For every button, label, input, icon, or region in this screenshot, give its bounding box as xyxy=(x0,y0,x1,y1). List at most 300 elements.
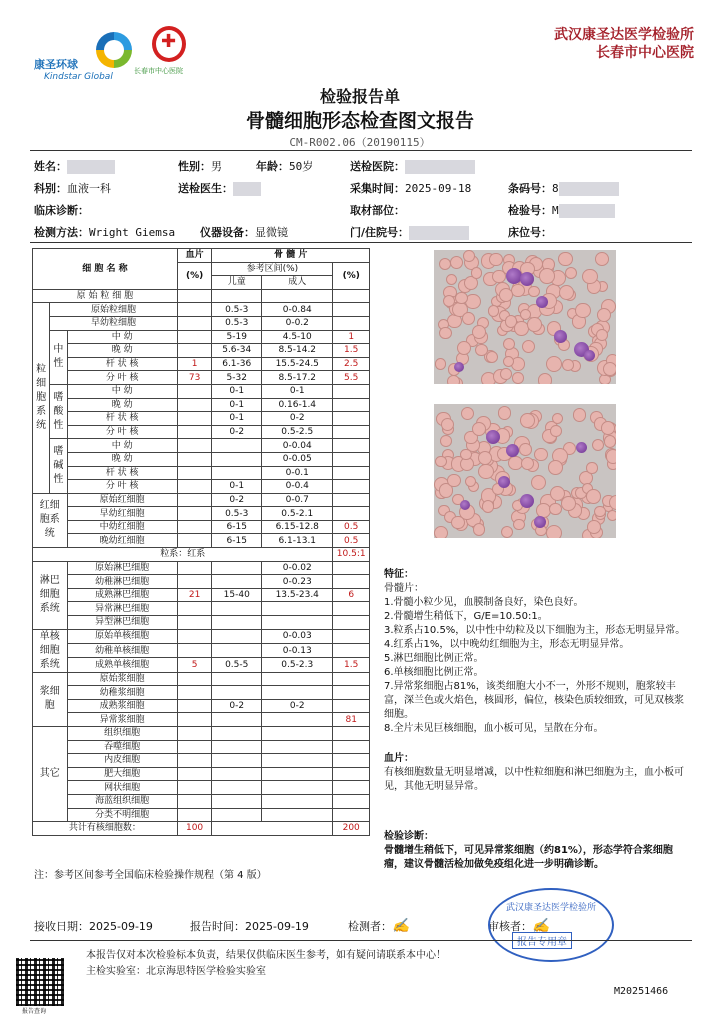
cell-name: 成熟淋巴细胞 xyxy=(67,588,177,602)
qr-code[interactable] xyxy=(16,958,64,1006)
blood-pct-cell: 5 xyxy=(177,658,212,672)
marrow-pct-cell xyxy=(333,452,370,466)
cell-name: 幼稚淋巴细胞 xyxy=(67,575,177,589)
rbc-cell xyxy=(562,359,574,371)
marrow-pct-cell xyxy=(333,480,370,494)
rbc-cell xyxy=(573,408,587,422)
features-panel xyxy=(384,568,690,872)
rbc-cell xyxy=(561,496,576,511)
hospital-logo-text: 长春市中心医院 xyxy=(134,67,183,75)
blood-pct-cell xyxy=(177,480,212,494)
rbc-cell xyxy=(522,340,535,353)
ref-adult-cell xyxy=(262,767,333,781)
ref-child-cell xyxy=(212,686,262,700)
plasma-cell xyxy=(534,516,546,528)
row-label-blast: 原 始 粒 细 胞 xyxy=(33,289,178,303)
ref-child-cell: 0-1 xyxy=(212,398,262,412)
rbc-cell xyxy=(592,439,604,451)
ref-child-cell: 0-1 xyxy=(212,384,262,398)
stamp-text: 武汉康圣达医学检验所 xyxy=(505,903,596,913)
rbc-cell xyxy=(582,269,597,284)
rbc-cell xyxy=(446,274,457,285)
group-other: 其它 xyxy=(33,727,68,822)
cell-name: 网状细胞 xyxy=(67,781,177,795)
marrow-line: 2.骨髓增生稍低下，G/E=10.50:1。 xyxy=(384,611,548,622)
ref-adult-cell: 0-1 xyxy=(262,384,333,398)
collect-field: 采集时间：2025-09-18 xyxy=(350,182,472,195)
disclaimer-text: 本报告仅对本次检验标本负责，结果仅供临床医生参考，如有疑问请联系本中心！ xyxy=(86,950,446,961)
ref-adult-cell: 6.15-12.8 xyxy=(262,520,333,534)
rbc-cell xyxy=(447,375,460,385)
rbc-cell xyxy=(586,489,601,504)
cell-name: 异型淋巴细胞 xyxy=(67,616,177,630)
ref-adult-cell: 0-0.05 xyxy=(262,452,333,466)
marrow-description xyxy=(384,596,690,736)
ref-adult-cell: 0-2 xyxy=(262,412,333,426)
marrow-pct-cell xyxy=(333,398,370,412)
marrow-pct-cell xyxy=(333,384,370,398)
blood-pct-cell xyxy=(177,727,212,741)
table-row xyxy=(33,740,370,754)
doctor-field: 送检医生： xyxy=(178,180,261,196)
rbc-cell xyxy=(482,500,494,512)
receive-date: 接收日期：2025-09-19 xyxy=(34,920,153,933)
blood-pct-cell xyxy=(177,602,212,616)
blood-pct-cell xyxy=(177,384,212,398)
ref-adult-cell: 0-0.2 xyxy=(262,316,333,330)
rbc-cell xyxy=(473,523,485,535)
cell-name: 成熟单核细胞 xyxy=(67,658,177,672)
rbc-cell xyxy=(559,285,574,300)
cell-name: 分 叶 核 xyxy=(67,425,177,439)
blood-pct-cell xyxy=(177,616,212,630)
marrow-pct-cell xyxy=(333,794,370,808)
rbc-cell xyxy=(550,425,562,437)
micrograph-image-1 xyxy=(434,250,616,384)
marrow-pct-cell xyxy=(333,303,370,317)
ref-child-cell: 6-15 xyxy=(212,520,262,534)
cell-name: 分 叶 核 xyxy=(67,371,177,385)
ratio-value: 10.5:1 xyxy=(333,548,370,562)
diagnosis-title: 检验诊断： xyxy=(384,831,434,842)
blood-pct-cell xyxy=(177,330,212,344)
blood-pct-cell xyxy=(177,561,212,575)
blood-pct-cell xyxy=(177,466,212,480)
marrow-pct-cell: 1 xyxy=(333,330,370,344)
group-plasma: 浆细胞 xyxy=(33,672,68,726)
blood-pct-cell xyxy=(177,781,212,795)
reference-note: 注：参考区间参考全国临床检验操作规程（第 4 版） xyxy=(34,870,267,881)
rbc-cell xyxy=(451,516,464,529)
col-header-name: 细 胞 名 称 xyxy=(33,249,178,290)
ref-child-cell: 0-1 xyxy=(212,412,262,426)
marrow-line: 6.单核细胞比例正常。 xyxy=(384,667,484,678)
rbc-cell xyxy=(575,303,591,319)
rbc-cell xyxy=(511,284,524,297)
subgroup-label: 嗜酸性 xyxy=(50,384,67,438)
report-subtitle: 骨髓细胞形态检查图文报告 xyxy=(245,110,474,132)
ref-adult-cell: 0-0.1 xyxy=(262,466,333,480)
table-row xyxy=(33,425,370,439)
plasma-cell xyxy=(584,350,595,361)
ref-adult-cell xyxy=(262,672,333,686)
ref-child-cell: 5.6-34 xyxy=(212,344,262,358)
ref-adult-cell: 0-0.02 xyxy=(262,561,333,575)
table-row xyxy=(33,507,370,521)
ref-adult-cell xyxy=(262,727,333,741)
marrow-pct-cell xyxy=(333,643,370,657)
table-row xyxy=(33,754,370,768)
rbc-cell xyxy=(472,422,486,436)
blood-pct-cell xyxy=(177,672,212,686)
marrow-pct-cell xyxy=(333,672,370,686)
ref-child-cell xyxy=(212,672,262,686)
tester-signature: ✍ xyxy=(392,918,410,934)
ref-child-cell xyxy=(212,466,262,480)
rbc-cell xyxy=(463,250,475,262)
ref-child-cell xyxy=(212,781,262,795)
rbc-cell xyxy=(596,329,608,341)
marrow-line: 8.全片未见巨核细胞，血小板可见，呈散在分布。 xyxy=(384,723,604,734)
rbc-cell xyxy=(439,327,452,340)
cell-name: 分 叶 核 xyxy=(67,480,177,494)
rbc-cell xyxy=(594,506,606,518)
marrow-pct-cell: 0.5 xyxy=(333,520,370,534)
table-row xyxy=(33,616,370,630)
rbc-cell xyxy=(607,510,616,522)
marrow-pct-cell xyxy=(333,466,370,480)
cell-name: 成熟浆细胞 xyxy=(67,699,177,713)
ref-child-cell: 6.1-36 xyxy=(212,357,262,371)
rbc-cell xyxy=(549,503,561,515)
ref-child-cell: 0.5-3 xyxy=(212,507,262,521)
blood-subtitle: 血片： xyxy=(384,753,414,764)
table-row xyxy=(33,493,370,507)
rbc-cell xyxy=(512,372,524,384)
diagnosis-text: 骨髓增生稍低下，可见异常浆细胞（约81%），形态学符合浆细胞瘤，建议骨髓活检加做免疫组化进一步明确诊断。 xyxy=(384,845,673,870)
ref-child-cell xyxy=(212,643,262,657)
device-field: 仪器设备：显微镜 xyxy=(200,226,288,239)
group-monocyte: 单核细胞系统 xyxy=(33,629,68,672)
blood-pct-cell: 73 xyxy=(177,371,212,385)
group-erythroid: 红细胞系统 xyxy=(33,493,68,547)
table-row xyxy=(33,713,370,727)
ref-adult-cell: 0-0.4 xyxy=(262,480,333,494)
cell-name: 早幼红细胞 xyxy=(67,507,177,521)
ref-adult-cell: 0-0.84 xyxy=(262,303,333,317)
table-row xyxy=(33,480,370,494)
lab-text: 主检实验室：北京海思特医学检验实验室 xyxy=(86,966,266,977)
ref-adult-cell: 4.5-10 xyxy=(262,330,333,344)
rbc-cell xyxy=(546,356,562,372)
table-row xyxy=(33,316,370,330)
marrow-subtitle: 骨髓片： xyxy=(384,583,424,594)
rbc-cell xyxy=(440,435,452,447)
kindstar-logo-icon xyxy=(96,32,132,68)
table-row xyxy=(33,344,370,358)
site-field: 取材部位： xyxy=(350,204,405,217)
table-row xyxy=(33,534,370,548)
ref-child-cell xyxy=(212,713,262,727)
blood-pct-cell xyxy=(177,643,212,657)
table-row xyxy=(33,643,370,657)
rbc-cell xyxy=(500,368,512,380)
ref-child-cell: 0.5-3 xyxy=(212,303,262,317)
ref-child-cell: 0-2 xyxy=(212,425,262,439)
plasma-cell xyxy=(520,494,534,508)
col-header-child: 儿童 xyxy=(212,276,262,290)
plasma-cell xyxy=(520,272,534,286)
logo-en-text: Kindstar Global xyxy=(44,72,113,82)
redacted-block xyxy=(559,204,615,218)
rbc-cell xyxy=(552,413,564,425)
blood-pct-cell: 1 xyxy=(177,357,212,371)
rbc-cell xyxy=(528,286,539,297)
ref-child-cell xyxy=(212,629,262,643)
blood-pct-cell xyxy=(177,520,212,534)
blood-pct-cell xyxy=(177,398,212,412)
total-blood: 100 xyxy=(177,822,212,836)
report-title: 检验报告单 xyxy=(319,87,400,106)
blood-pct-cell xyxy=(177,686,212,700)
ref-adult-cell xyxy=(262,808,333,822)
group-granulocyte: 粒细胞系统 xyxy=(33,303,50,493)
redacted-block xyxy=(405,160,475,174)
table-row xyxy=(33,303,370,317)
ref-child-cell: 5-32 xyxy=(212,371,262,385)
ref-adult-cell: 8.5-14.2 xyxy=(262,344,333,358)
blood-pct-cell xyxy=(177,808,212,822)
rbc-cell xyxy=(539,268,555,284)
marrow-pct-cell xyxy=(333,808,370,822)
table-row xyxy=(33,588,370,602)
plasma-cell xyxy=(554,330,567,343)
age-field: 年龄：50岁 xyxy=(256,160,314,173)
rbc-cell xyxy=(538,373,553,384)
check-no-field: 检验号：M xyxy=(508,202,615,218)
blood-pct-cell xyxy=(177,754,212,768)
ref-child-cell: 0-2 xyxy=(212,493,262,507)
rbc-cell xyxy=(439,258,452,271)
table-cell xyxy=(212,822,333,836)
report-date: 报告时间：2025-09-19 xyxy=(190,920,309,933)
features-title: 特征： xyxy=(384,569,414,580)
blood-pct-cell xyxy=(177,629,212,643)
blood-description: 有核细胞数量无明显增减，以中性粒细胞和淋巴细胞为主，血小板可见，其他无明显异常。 xyxy=(384,767,684,792)
rbc-cell xyxy=(447,474,460,487)
rbc-cell xyxy=(546,525,562,538)
rbc-cell xyxy=(604,435,616,447)
ref-adult-cell: 8.5-17.2 xyxy=(262,371,333,385)
blood-pct-cell xyxy=(177,316,212,330)
marrow-pct-cell: 1.5 xyxy=(333,344,370,358)
ref-child-cell xyxy=(212,794,262,808)
name-field: 姓名： xyxy=(34,158,115,174)
redacted-block xyxy=(559,182,619,196)
cell-name: 海蓝组织细胞 xyxy=(67,794,177,808)
blood-pct-cell xyxy=(177,794,212,808)
marrow-pct-cell: 0.5 xyxy=(333,534,370,548)
rbc-cell xyxy=(462,312,475,325)
form-code: CM-R002.06（20190115） xyxy=(289,136,431,149)
ref-child-cell: 15-40 xyxy=(212,588,262,602)
blood-pct-cell xyxy=(177,740,212,754)
ref-adult-cell xyxy=(262,781,333,795)
ref-adult-cell: 0-0.23 xyxy=(262,575,333,589)
footer-divider xyxy=(30,940,692,941)
ref-child-cell: 0-2 xyxy=(212,699,262,713)
dept-field: 科别：血液一科 xyxy=(34,182,111,195)
plasma-cell xyxy=(486,430,500,444)
blood-pct-cell xyxy=(177,534,212,548)
table-cell xyxy=(262,289,333,303)
stamp-subtext: 报告专用章 xyxy=(512,932,572,949)
rbc-cell xyxy=(558,252,572,266)
reviewer-field: 审核者：✍ xyxy=(488,918,550,934)
ref-adult-cell: 0-0.03 xyxy=(262,629,333,643)
total-marrow: 200 xyxy=(333,822,370,836)
rbc-cell xyxy=(455,292,467,304)
rbc-cell xyxy=(527,317,542,332)
redacted-block xyxy=(67,160,115,174)
blood-pct-cell xyxy=(177,767,212,781)
table-row xyxy=(33,602,370,616)
marrow-pct-cell xyxy=(333,425,370,439)
rbc-cell xyxy=(603,362,616,376)
ref-child-cell: 0-1 xyxy=(212,480,262,494)
ref-child-cell: 6-15 xyxy=(212,534,262,548)
kindstar-logo xyxy=(34,30,144,90)
ref-adult-cell xyxy=(262,713,333,727)
cell-name: 原始单核细胞 xyxy=(67,629,177,643)
marrow-pct-cell xyxy=(333,493,370,507)
col-header-blood: 血片 xyxy=(177,249,212,263)
cell-name: 杆 状 核 xyxy=(67,412,177,426)
rbc-cell xyxy=(520,413,535,428)
cell-name: 异常淋巴细胞 xyxy=(67,602,177,616)
blood-pct-cell xyxy=(177,412,212,426)
marrow-pct-cell xyxy=(333,507,370,521)
rbc-cell xyxy=(520,309,531,320)
ref-adult-cell xyxy=(262,794,333,808)
cell-name: 肥大细胞 xyxy=(67,767,177,781)
ref-child-cell xyxy=(212,727,262,741)
barcode-field: 条码号：8 xyxy=(508,180,619,196)
ref-adult-cell xyxy=(262,740,333,754)
table-row xyxy=(33,658,370,672)
ref-child-cell xyxy=(212,616,262,630)
rbc-cell xyxy=(548,460,563,475)
ref-adult-cell: 13.5-23.4 xyxy=(262,588,333,602)
table-row xyxy=(33,412,370,426)
table-row xyxy=(33,808,370,822)
ref-adult-cell: 0-0.13 xyxy=(262,643,333,657)
rbc-cell xyxy=(606,449,616,464)
rbc-cell xyxy=(513,519,525,531)
cell-name: 分类不明细胞 xyxy=(67,808,177,822)
plasma-cell xyxy=(536,296,548,308)
marrow-pct-cell xyxy=(333,629,370,643)
sex-field: 性别：男 xyxy=(178,160,222,173)
cell-name: 晚 幼 xyxy=(67,344,177,358)
ref-adult-cell: 0.5-2.5 xyxy=(262,425,333,439)
subgroup-label: 中性 xyxy=(50,330,67,384)
blood-pct-cell xyxy=(177,303,212,317)
rbc-cell xyxy=(498,406,512,420)
marrow-pct-cell xyxy=(333,316,370,330)
marrow-line: 3.粒系占10.5%，以中性中幼粒及以下细胞为主，形态无明显异常。 xyxy=(384,625,686,636)
cell-name: 晚幼红细胞 xyxy=(67,534,177,548)
marrow-pct-cell: 2.5 xyxy=(333,357,370,371)
cell-name: 幼稚单核细胞 xyxy=(67,643,177,657)
cell-name: 杆 状 核 xyxy=(67,466,177,480)
rbc-cell xyxy=(499,288,513,302)
clinic-no-field: 门/住院号： xyxy=(350,224,469,240)
hospital-field: 送检医院： xyxy=(350,158,475,174)
table-row xyxy=(33,575,370,589)
rbc-cell xyxy=(531,475,547,491)
cell-name: 早幼粒细胞 xyxy=(50,316,178,330)
marrow-line: 5.淋巴细胞比例正常。 xyxy=(384,653,484,664)
ref-adult-cell xyxy=(262,754,333,768)
reviewer-signature: ✍ xyxy=(532,918,550,934)
cell-name: 中幼红细胞 xyxy=(67,520,177,534)
table-row xyxy=(33,672,370,686)
qr-label: 报告查询 xyxy=(22,1008,47,1015)
rbc-cell xyxy=(595,252,609,266)
rbc-cell xyxy=(450,256,463,269)
marrow-pct-cell xyxy=(333,602,370,616)
rbc-cell xyxy=(489,253,503,267)
table-row xyxy=(33,727,370,741)
header-divider xyxy=(30,150,692,151)
ref-child-cell xyxy=(212,740,262,754)
ref-adult-cell: 0.5-2.3 xyxy=(262,658,333,672)
ref-child-cell: 0.5-3 xyxy=(212,316,262,330)
rbc-cell xyxy=(475,344,488,357)
cell-name: 原始淋巴细胞 xyxy=(67,561,177,575)
institution-line1: 武汉康圣达医学检验所 xyxy=(554,27,694,43)
table-row xyxy=(33,384,370,398)
cell-count-table xyxy=(32,248,370,836)
marrow-pct-cell xyxy=(333,727,370,741)
rbc-cell xyxy=(435,456,446,467)
ref-child-cell: 5-19 xyxy=(212,330,262,344)
official-stamp xyxy=(488,888,614,962)
rbc-cell xyxy=(435,358,447,370)
table-row xyxy=(33,439,370,453)
rbc-cell xyxy=(609,495,616,510)
marrow-pct-cell xyxy=(333,754,370,768)
hospital-logo-icon xyxy=(152,26,186,62)
ref-adult-cell: 6.1-13.1 xyxy=(262,534,333,548)
cell-name: 中 幼 xyxy=(67,384,177,398)
ref-child-cell xyxy=(212,767,262,781)
method-field: 检测方法：Wright Giemsa xyxy=(34,226,176,239)
table-row xyxy=(33,357,370,371)
ref-adult-cell xyxy=(262,602,333,616)
marrow-pct-cell xyxy=(333,767,370,781)
plasma-cell xyxy=(506,444,519,457)
cell-name: 原始红细胞 xyxy=(67,493,177,507)
document-number: M20251466 xyxy=(614,986,669,997)
ref-child-cell xyxy=(212,561,262,575)
blood-pct-cell xyxy=(177,493,212,507)
table-row xyxy=(33,466,370,480)
institution-line2: 长春市中心医院 xyxy=(596,45,694,61)
ref-adult-cell: 0-2 xyxy=(262,699,333,713)
col-header-adult: 成人 xyxy=(262,276,333,290)
